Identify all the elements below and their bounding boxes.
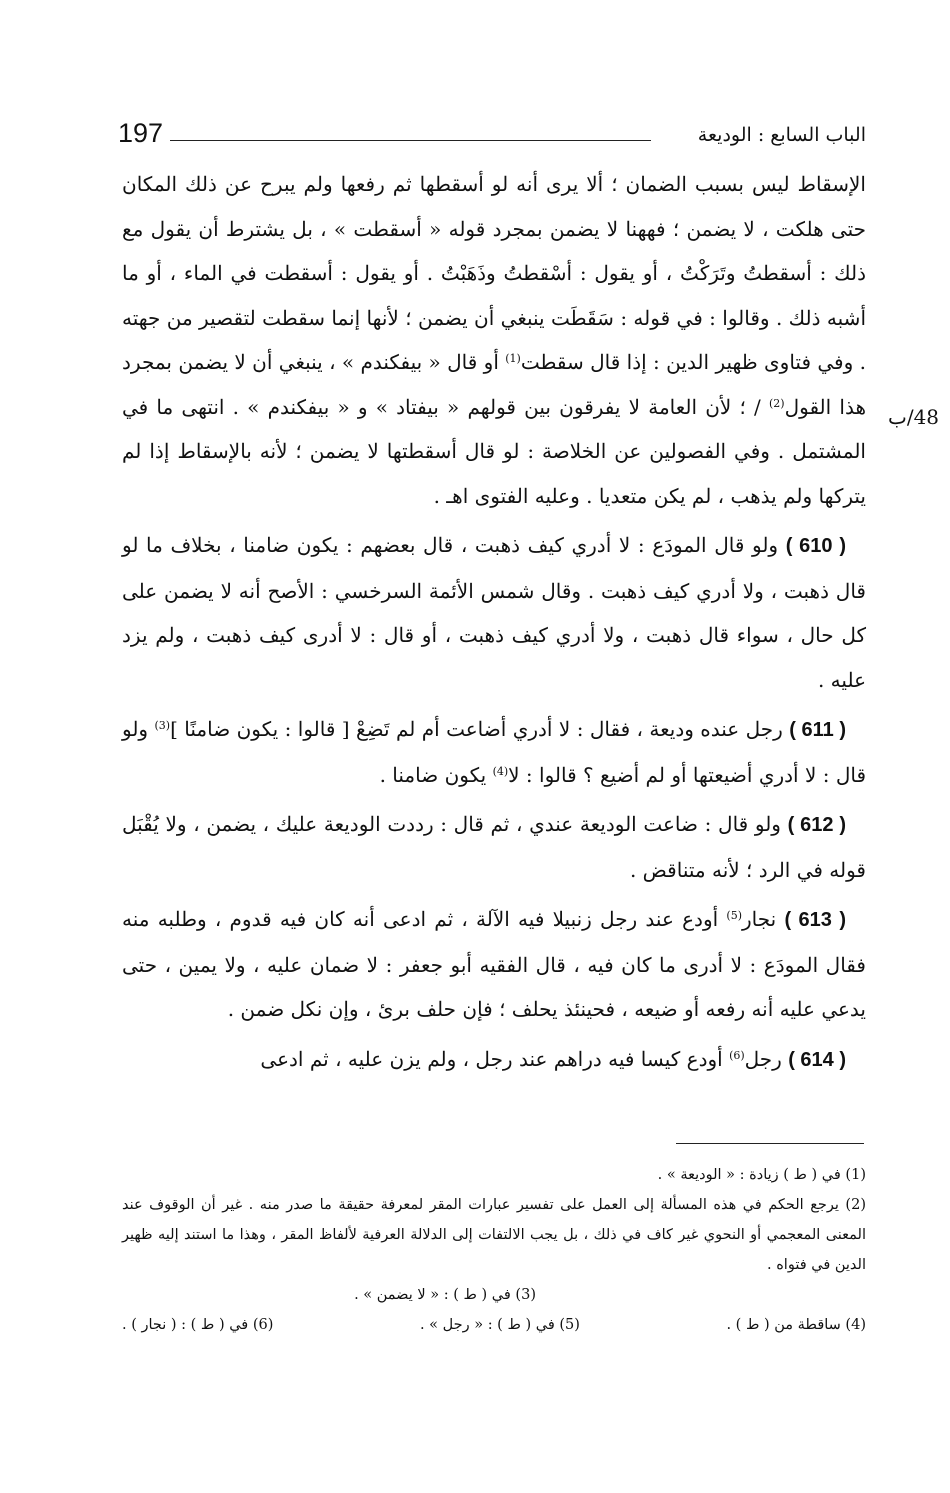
issue-number: ( 612 ) — [787, 814, 847, 836]
paragraph-text: رجل عنده وديعة ، فقال : لا أدري أضاعت أم لم تَضِعْ [ قالوا : يكون ضامنًا ] — [170, 717, 790, 741]
margin-folio-reference: 48/ب — [888, 405, 940, 429]
page-number: 197 — [118, 118, 164, 148]
footnote: (4) ساقطة من ( ط ) . — [726, 1317, 866, 1333]
paragraph-text: نجار — [742, 907, 785, 931]
paragraph — [122, 523, 866, 702]
footnote-ref: (1) — [505, 352, 521, 365]
paragraph-text: أودع كيسا فيه دراهم عند رجل ، ولم يزن عليه ، ثم ادعى — [260, 1046, 730, 1071]
paragraph-text: الإسقاط ليس بسبب الضمان ؛ ألا يرى أنه لو أسقطها ثم رفعها ولم يبرح عن ذلك المكان حتى هلكت ، لا يضمن ؛ فههنا لا يضمن بمجرد قوله « أسقطت » ، بل يشترط أن يقول مع ذلك : أسقطتُ وتَرَكْتُ ، أو يقول : أسْقطتُ وذَهَبْتُ . أو يقول : أسقطت في الماء ، أو ما أشبه ذلك . وقالوا : في قوله : سَقَطَت ينبغي أن يضمن ؛ لأنها إنما سقطت لتقصير من جهته . وفي فتاوى ظهير الدين : إذا قال سقطت — [122, 172, 866, 374]
paragraph-text: أو قال « بيفكندم » ، ينبغي أن لا يضمن بمجرد هذا القول — [122, 350, 866, 419]
paragraph-text: / ؛ لأن العامة لا يفرقون بين قولهم « بيفتاد » و « بيفكندم » . انتهى ما في المشتمل . وفي الفصولين عن الخلاصة : لو قال أسقطتها لا يضمن ؛ لأنه بالإسقاط إذا لم يتركها ولم يذهب ، لم يكن متعديا . وعليه الفتوى اهـ . — [122, 394, 866, 508]
issue-number: ( 614 ) — [788, 1048, 846, 1071]
footnote-ref: (4) — [492, 764, 509, 778]
paragraph — [122, 897, 866, 1032]
footnote-row — [122, 1310, 866, 1340]
paragraph — [122, 707, 866, 797]
paragraph-text: ولو قال : ضاعت الوديعة عندي ، ثم قال : رددت الوديعة عليك ، يضمن ، ولا يُقْبَل قوله في الرد ؛ لأنه متناقض . — [122, 812, 866, 882]
footnotes — [122, 1160, 866, 1340]
footnote: (5) في ( ط ) : « رجل » . — [419, 1317, 580, 1333]
main-text — [122, 162, 866, 1082]
issue-number: ( 610 ) — [785, 535, 846, 557]
footnote-ref: (5) — [726, 909, 742, 922]
paragraph-text: ولو قال المودَع : لا أدري كيف ذهبت ، قال بعضهم : يكون ضامنا ، بخلاف ما لو قال ذهبت ، ولا أدري كيف ذهبت . وقال شمس الأئمة السرخسي : الأصح أنه لا يضمن على كل حال ، سواء قال ذهبت ، ولا أدري كيف ذهبت ، أو قال : لا أدرى كيف ذهبت ، ولم يزد عليه . — [122, 533, 866, 692]
paragraph — [122, 802, 866, 892]
paragraph — [122, 1037, 866, 1083]
footnote: (2) يرجع الحكم في هذه المسألة إلى العمل على تفسير عبارات المقر لمعرفة حقيقة ما صدر منه . غير أن الوقوف عند المعنى المعجمي أو النحوي غير كاف في ذلك ، بل يجب الالتفات إلى الدلالة العرفية لألفاظ المقر ، وهذا ما استند إليه ظهير الدين في فتواه . — [122, 1197, 866, 1273]
paragraph — [122, 162, 866, 518]
paragraph-text: ولو قال : لا أدري أضيعتها أو لم أضيع ؟ قالوا : لا — [122, 717, 866, 787]
footnote: (3) في ( ط ) : « لا يضمن » . — [354, 1287, 536, 1303]
footnote-ref: (6) — [729, 1048, 745, 1062]
issue-number: ( 613 ) — [784, 909, 847, 931]
footnote: (6) في ( ط ) : ( نجار ) . — [122, 1317, 274, 1333]
header-rule — [170, 140, 651, 141]
issue-number: ( 611 ) — [789, 719, 846, 741]
footnote-separator — [676, 1143, 864, 1144]
paragraph-text: رجل — [744, 1046, 789, 1071]
footnote: (1) في ( ط ) زيادة : « الوديعة » . — [657, 1167, 866, 1183]
footnote-ref: (2) — [768, 396, 785, 410]
paragraph-text: يكون ضامنا . — [379, 762, 493, 787]
paragraph-text: أودع عند رجل زنبيلا فيه الآلة ، ثم ادعى أنه كان فيه قدوم ، وطلبه منه فقال المودَع : لا أدرى ما كان فيه ، قال الفقيه أبو جعفر : لا ضمان عليه ، ولا يمين ، حتى يدعي عليه أنه رفعه أو ضيعه ، فحينئذ يحلف ؛ فإن حلف برئ ، وإن نكل ضمن . — [122, 907, 866, 1021]
footnote-ref: (3) — [154, 719, 171, 732]
running-header — [118, 118, 866, 158]
chapter-title: الباب السابع : الوديعة — [697, 124, 866, 146]
